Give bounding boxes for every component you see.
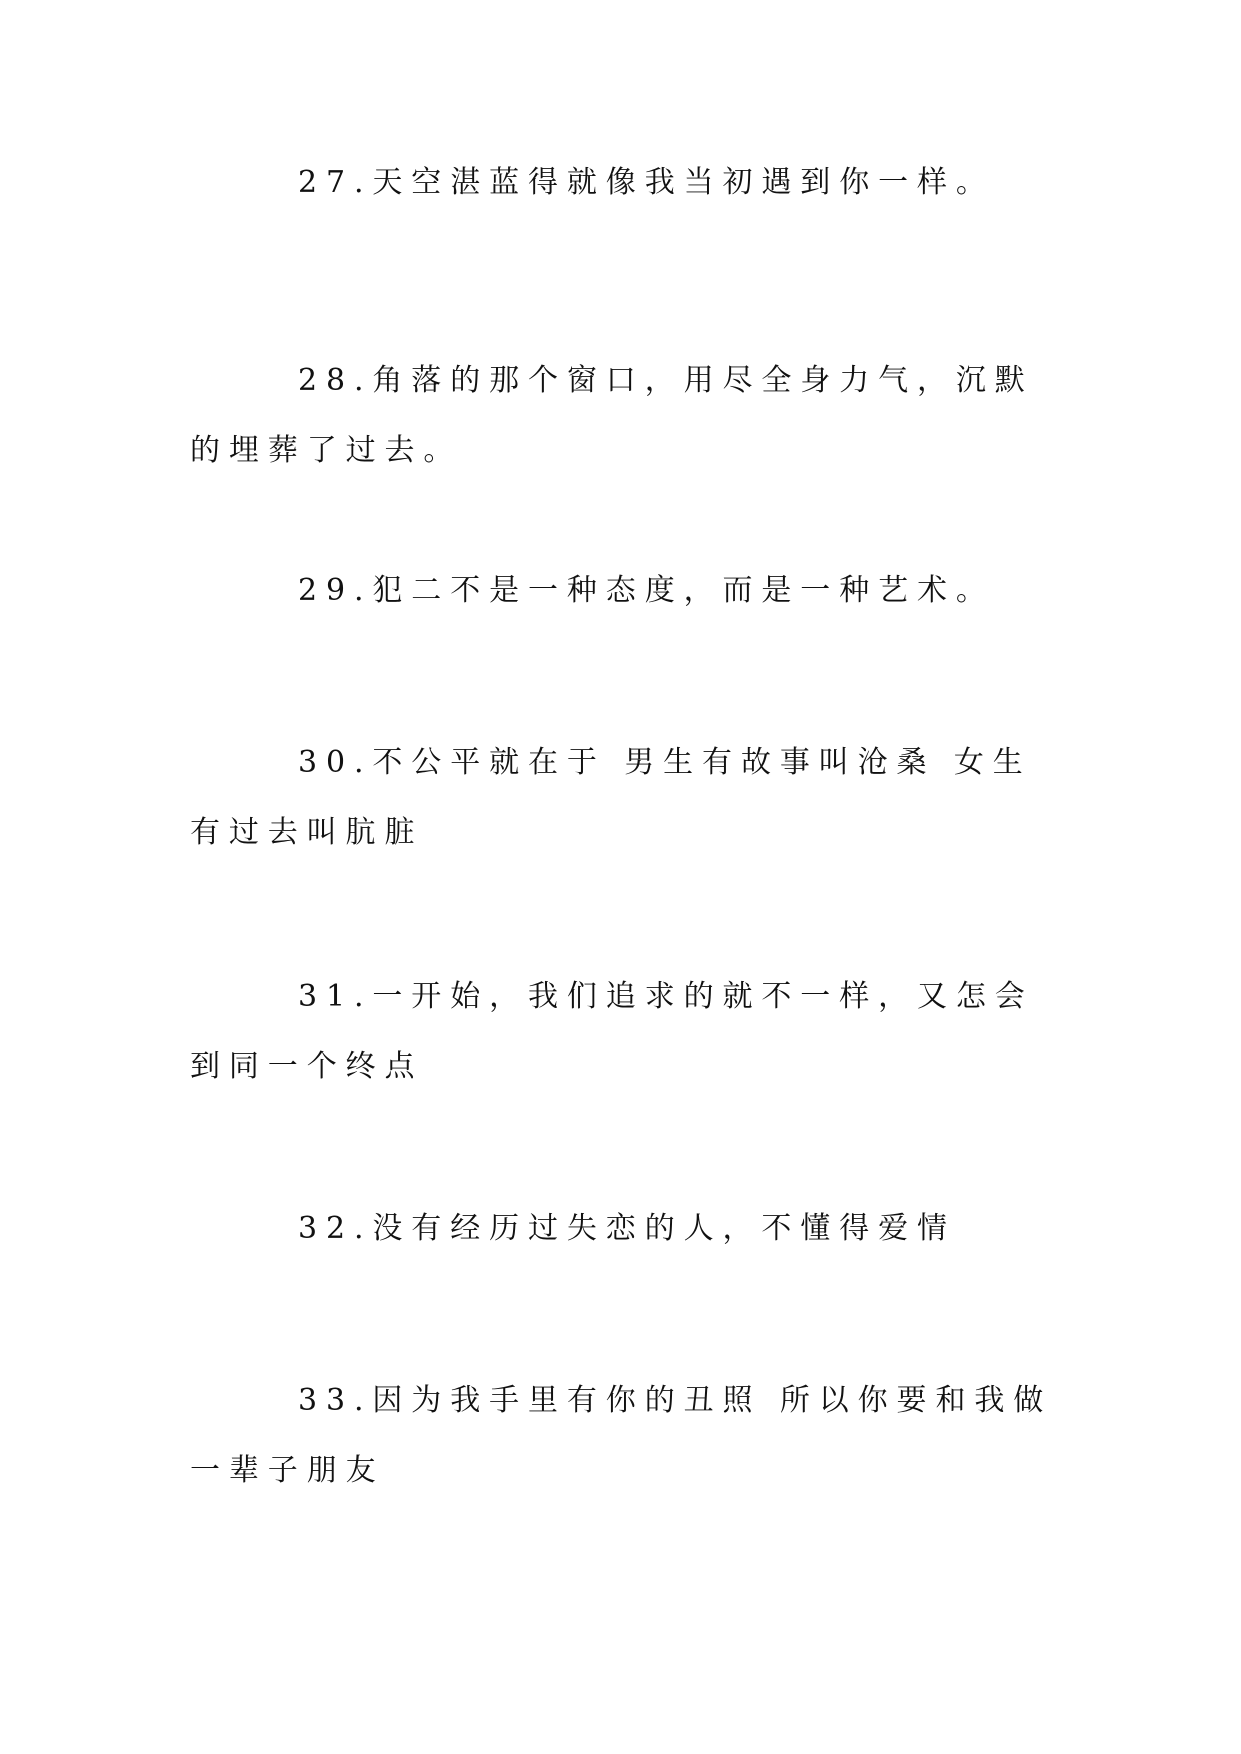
list-item: 31.一开始，我们追求的就不一样，又怎会到同一个终点 [190,979,1034,1084]
list-item: 30.不公平就在于 男生有故事叫沧桑 女生有过去叫肮脏 [190,745,1032,850]
list-item: 28.角落的那个窗口，用尽全身力气，沉默的埋葬了过去。 [190,363,1034,468]
list-item: 32.没有经历过失恋的人，不懂得爱情 [298,1211,956,1246]
list-item: 29.犯二不是一种态度，而是一种艺术。 [298,573,995,608]
list-item: 33.因为我手里有你的丑照 所以你要和我做一辈子朋友 [190,1383,1053,1488]
list-item: 27.天空湛蓝得就像我当初遇到你一样。 [298,165,995,200]
